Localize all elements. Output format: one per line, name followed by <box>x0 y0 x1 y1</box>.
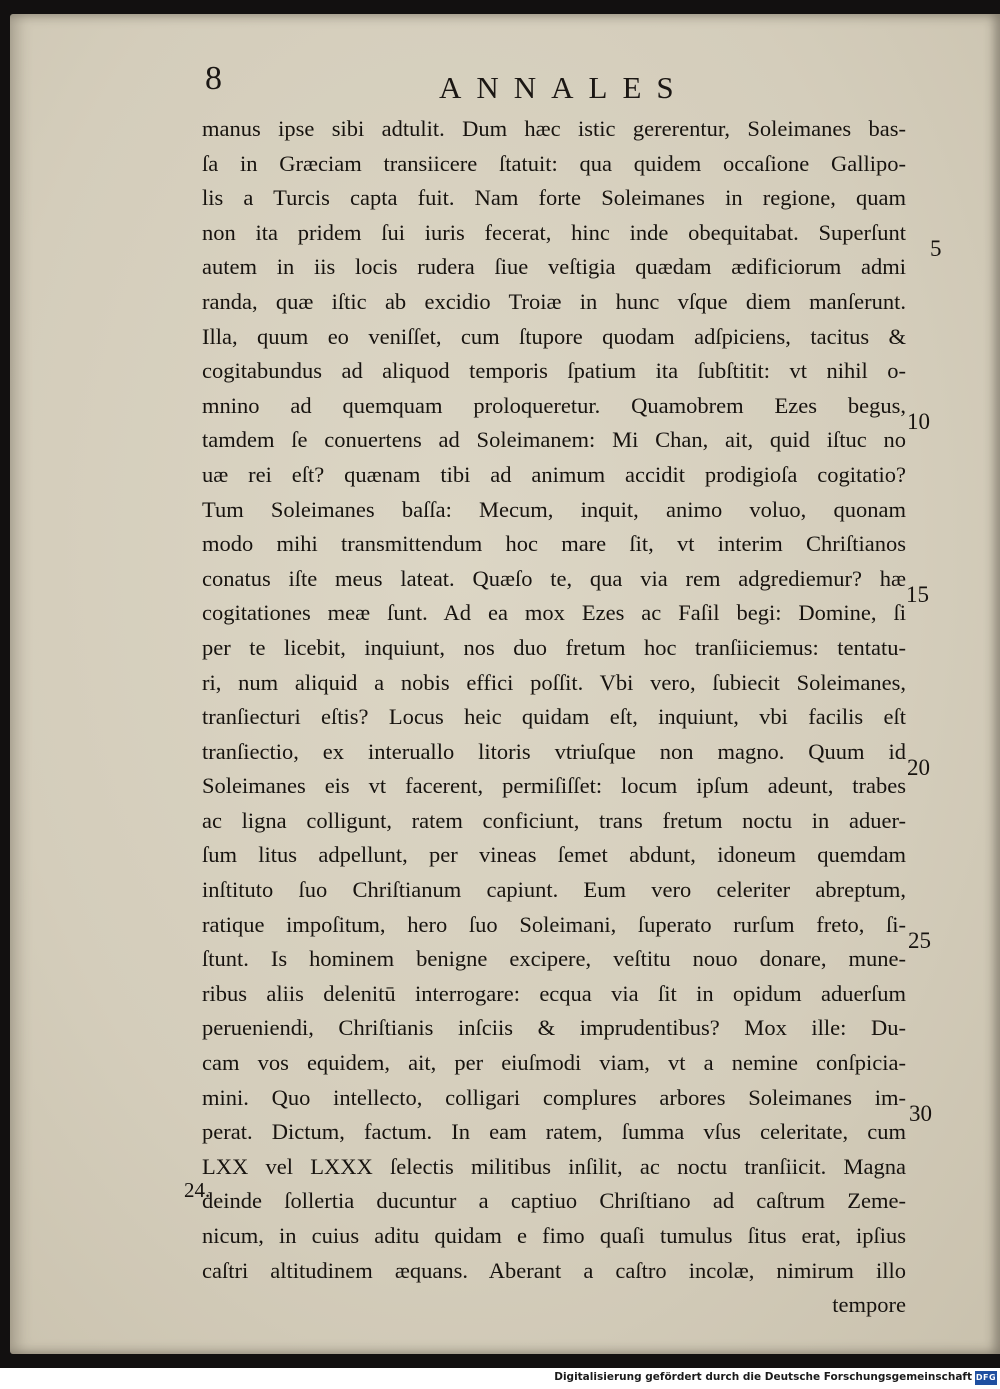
text-line: mini. Quo intellecto, colligari complures arbores Soleimanes im- <box>202 1084 906 1110</box>
text-line: Tum Soleimanes baſſa: Mecum, inquit, animo voluo, quonam <box>202 496 906 522</box>
text-line: autem in iis locis rudera ſiue veſtigia quædam ædificiorum admi <box>202 254 906 280</box>
catchword: tempore <box>832 1292 906 1318</box>
text-line: tranſiectio, ex interuallo litoris vtriuſque non magno. Quum id <box>202 738 906 764</box>
text-line: non ita pridem ſui iuris fecerat, hinc inde obequitabat. Superſunt <box>202 219 906 245</box>
text-line: Soleimanes eis vt facerent, permiſiſſet: locum ipſum adeunt, trabes <box>202 773 906 799</box>
text-line: mnino ad quemquam proloqueretur. Quamobrem Ezes begus, <box>202 392 906 418</box>
text-line: cogitationes meæ ſunt. Ad ea mox Ezes ac Faſil begi: Domine, ſi <box>202 600 906 626</box>
text-line: cogitabundus ad aliquod temporis ſpatium ita ſubſtitit: vt nihil o- <box>202 358 906 384</box>
text-line: ſtunt. Is hominem benigne excipere, veſtitu nouo donare, mune- <box>202 946 906 972</box>
text-line: lis a Turcis capta fuit. Nam forte Soleimanes in regione, quam <box>202 185 906 211</box>
text-block <box>202 112 906 1323</box>
footer-credit: Digitalisierung gefördert durch die Deutsche Forschungsgemeinschaft <box>554 1371 972 1383</box>
text-line: uæ rei eſt? quænam tibi ad animum accidit prodigioſa cogitatio? <box>202 461 906 487</box>
text-line: modo mihi transmittendum hoc mare ſit, vt interim Chriſtianos <box>202 531 906 557</box>
dfg-logo-icon: DFG <box>975 1371 997 1385</box>
margin-note-left: 24. <box>184 1178 211 1202</box>
text-line: cam vos equidem, ait, per eiuſmodi viam, vt a nemine conſpicia- <box>202 1050 906 1076</box>
text-line: ratique impoſitum, hero ſuo Soleimani, ſuperato rurſum freto, ſi- <box>202 911 906 937</box>
text-line: nicum, in cuius aditu quidam e fimo quaſi tumulus ſitus erat, ipſius <box>202 1223 906 1248</box>
line-number-5: 5 <box>930 236 942 261</box>
text-line: LXX vel LXXX ſelectis militibus inſilit, ac noctu tranſiicit. Magna <box>202 1153 906 1179</box>
footer-bar <box>0 1368 1000 1389</box>
text-line: caſtri altitudinem æquans. Aberant a caſtro incolæ, nimirum illo <box>202 1257 906 1283</box>
text-line: per te licebit, inquiunt, nos duo fretum hoc tranſiiciemus: tentatu- <box>202 634 906 660</box>
text-line: Illa, quum eo veniſſet, cum ſtupore quodam adſpiciens, tacitus & <box>202 323 906 349</box>
text-line: inſtituto ſuo Chriſtianum capiunt. Eum vero celeriter abreptum, <box>202 877 906 903</box>
line-number-25: 25 <box>908 928 931 953</box>
page-number: 8 <box>205 60 222 97</box>
text-line: ac ligna colligunt, ratem conficiunt, trans fretum noctu in aduer- <box>202 807 906 833</box>
line-number-10: 10 <box>907 409 930 434</box>
text-line: tamdem ſe conuertens ad Soleimanem: Mi Chan, ait, quid iſtuc no <box>202 427 906 453</box>
text-line: tranſiecturi eſtis? Locus heic quidam eſt, inquiunt, vbi facilis eſt <box>202 704 906 730</box>
text-line: perueniendi, Chriſtianis inſciis & imprudentibus? Mox ille: Du- <box>202 1015 906 1041</box>
text-line: perat. Dictum, factum. In eam ratem, ſumma vſus celeritate, cum <box>202 1119 906 1145</box>
text-line: conatus iſte meus lateat. Quæſo te, qua via rem adgrediemur? hæ <box>202 565 906 591</box>
text-line: ſa in Græciam transiicere ſtatuit: qua quidem occaſione Gallipo- <box>202 150 906 176</box>
running-head: ANNALES <box>439 70 689 105</box>
text-line: manus ipse sibi adtulit. Dum hæc istic gererentur, Soleimanes bas- <box>202 116 906 141</box>
line-number-30: 30 <box>909 1101 932 1126</box>
line-number-20: 20 <box>907 755 930 780</box>
text-line: ſum litus adpellunt, per vineas ſemet abdunt, idoneum quemdam <box>202 842 906 868</box>
text-line: deinde ſollertia ducuntur a captiuo Chriſtiano ad caſtrum Zeme- <box>202 1188 906 1214</box>
text-line: ribus aliis delenitū interrogare: ecqua via ſit in opidum aduerſum <box>202 980 906 1006</box>
text-line: ri, num aliquid a nobis effici poſſit. Vbi vero, ſubiecit Soleimanes, <box>202 669 906 695</box>
text-line: randa, quæ iſtic ab excidio Troiæ in hunc vſque diem manſerunt. <box>202 288 906 314</box>
line-number-15: 15 <box>906 582 929 607</box>
